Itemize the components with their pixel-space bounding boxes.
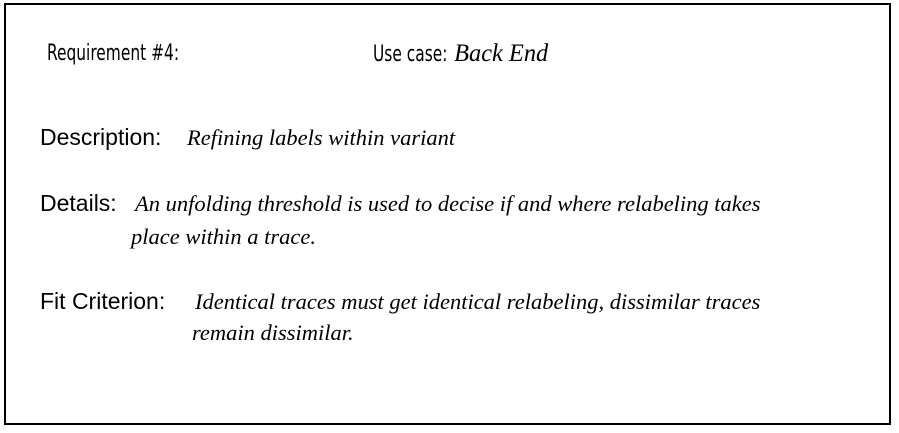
description-text: Refining labels within variant	[187, 125, 456, 150]
details-text-line-1: An unfolding threshold is used to decise if and where relabeling takes	[135, 191, 761, 216]
use-case-label: Use case:	[373, 42, 448, 67]
requirement-number: Requirement #4:	[47, 41, 180, 66]
use-case	[373, 40, 548, 69]
fit-criterion-label: Fit Criterion:	[40, 288, 166, 314]
description-label: Description:	[40, 124, 162, 150]
fit-criterion-text-line-2: remain dissimilar.	[192, 320, 354, 345]
fit-criterion-text-line-1: Identical traces must get identical relabeling, dissimilar traces	[195, 289, 761, 314]
details-text-line-2: place within a trace.	[131, 224, 316, 249]
details-label: Details:	[40, 190, 117, 216]
use-case-value: Back End	[453, 40, 548, 67]
